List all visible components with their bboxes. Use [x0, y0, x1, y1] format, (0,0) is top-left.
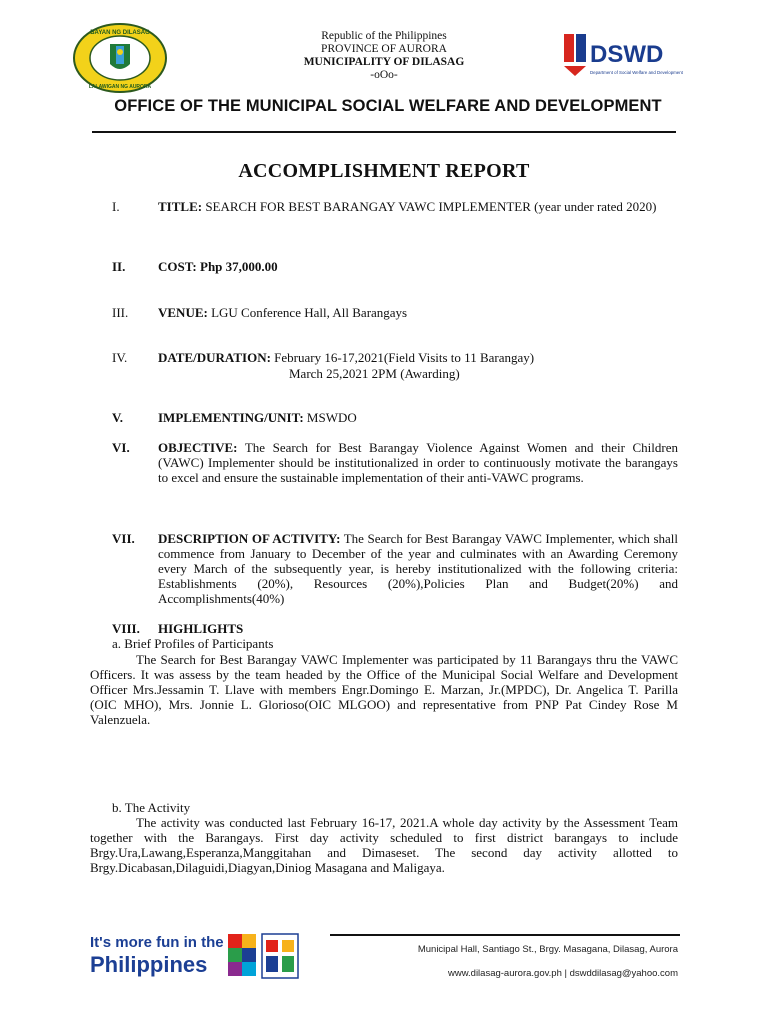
report-title: ACCOMPLISHMENT REPORT: [238, 160, 530, 182]
fun-line1: It's more fun in the: [90, 934, 224, 951]
section-number-highlights: VIII.: [112, 621, 140, 636]
cost-label: COST: Php 37,000.00: [158, 259, 278, 274]
seal-top-text: BAYAN NG DILASAG: [90, 30, 150, 36]
subheading-the-activity: b. The Activity: [112, 800, 191, 815]
section-number-date: IV.: [112, 350, 128, 365]
republic-line: Republic of the Philippines: [321, 30, 447, 42]
section-highlights: [158, 621, 678, 636]
footer-address: Municipal Hall, Santiago St., Brgy. Masagana, Dilasag, Aurora: [417, 944, 678, 955]
ornament-line: -oOo-: [370, 69, 398, 81]
seal-bottom-text: LALAWIGAN NG AURORA: [88, 84, 152, 90]
activity-paragraph: The activity was conducted last February 16-17, 2021.A whole day activity by the Assessment Team together with the Barangays. First day activity scheduled to first district barangays to include Brgy.Ura,Lawang,Esperanza,Manggitahan and Dimaseset. The second day activity allotted to Brgy.Dicabasan,Dilaguidi,Diagyan,Diniog Masagana and Maligaya.: [90, 815, 678, 875]
objective-label: OBJECTIVE:: [158, 440, 238, 455]
government-header: [250, 30, 518, 82]
its-more-fun-logo: [90, 930, 302, 982]
venue-text: LGU Conference Hall, All Barangays: [207, 305, 408, 320]
section-description: [158, 531, 678, 606]
date-line1: February 16-17,2021(Field Visits to 11 Barangay): [270, 350, 535, 365]
section-number-title: I.: [112, 199, 120, 214]
footer-divider: [330, 934, 680, 936]
municipality-line: MUNICIPALITY OF DILASAG: [303, 56, 465, 68]
dswd-logo: [560, 24, 683, 84]
dswd-logo-sub: Department of Social Welfare and Development: [590, 70, 683, 75]
description-label: DESCRIPTION OF ACTIVITY:: [158, 531, 341, 546]
brief-profiles-paragraph: The Search for Best Barangay VAWC Implementer was participated by 11 Barangays thru the VAWC Officers. It was assess by the team headed by the Office of the Municipal Social Welfare and Development Officer Mrs.Jessamin T. Llave with members Engr.Domingo E. Marzan, Jr.(MPDC), Dr. Angelica T. Parilla (OIC MHO), Mrs. Jonnie L. Glorioso(OIC MLGOO) and representative from PNP Pat Cindey Rose M Valenzuela.: [90, 652, 678, 727]
section-number-cost: II.: [112, 259, 126, 274]
header-divider: [92, 131, 676, 133]
title-text: SEARCH FOR BEST BARANGAY VAWC IMPLEMENTER (year under rated 2020): [202, 199, 657, 214]
section-unit: [158, 410, 678, 425]
section-number-unit: V.: [112, 410, 123, 425]
office-heading: OFFICE OF THE MUNICIPAL SOCIAL WELFARE AND DEVELOPMENT: [114, 97, 662, 115]
subheading-brief-profiles: a. Brief Profiles of Participants: [112, 636, 274, 651]
section-cost: [158, 259, 678, 274]
section-number-objective: VI.: [112, 440, 130, 455]
description-text: The Search for Best Barangay VAWC Implementer, which shall commence from January to December of the year and culminates with an Awarding Ceremony every March of the subsequently year, is hereby institutionalized with the following criteria: Establishments (20%), Resources (20%),Policies Plan and Budget(20%) and Accomplishments(40%): [158, 531, 678, 606]
section-title: [158, 199, 678, 214]
section-number-venue: III.: [112, 305, 129, 320]
venue-label: VENUE:: [158, 305, 208, 320]
highlights-label: HIGHLIGHTS: [158, 621, 244, 636]
section-date: [158, 350, 678, 365]
section-objective: [158, 440, 678, 485]
title-label: TITLE:: [158, 199, 203, 214]
unit-text: MSWDO: [303, 410, 357, 425]
footer-contact: www.dilasag-aurora.gov.ph | dswddilasag@yahoo.com: [447, 968, 678, 979]
date-label: DATE/DURATION:: [158, 350, 271, 365]
unit-label: IMPLEMENTING/UNIT:: [158, 410, 304, 425]
municipal-seal-logo: [72, 22, 168, 94]
section-venue: [158, 305, 678, 320]
province-line: PROVINCE OF AURORA: [321, 43, 447, 55]
fun-line2: Philippines: [90, 952, 208, 977]
date-line2: March 25,2021 2PM (Awarding): [289, 366, 460, 381]
objective-text: The Search for Best Barangay Violence Against Women and their Children (VAWC) Implementer should be institutionalized in order to continuously motivate the barangays to excel and ensure the sustainable implementation of their anti-VAWC programs.: [158, 440, 678, 485]
dswd-logo-text: DSWD: [590, 41, 664, 68]
section-number-description: VII.: [112, 531, 135, 546]
